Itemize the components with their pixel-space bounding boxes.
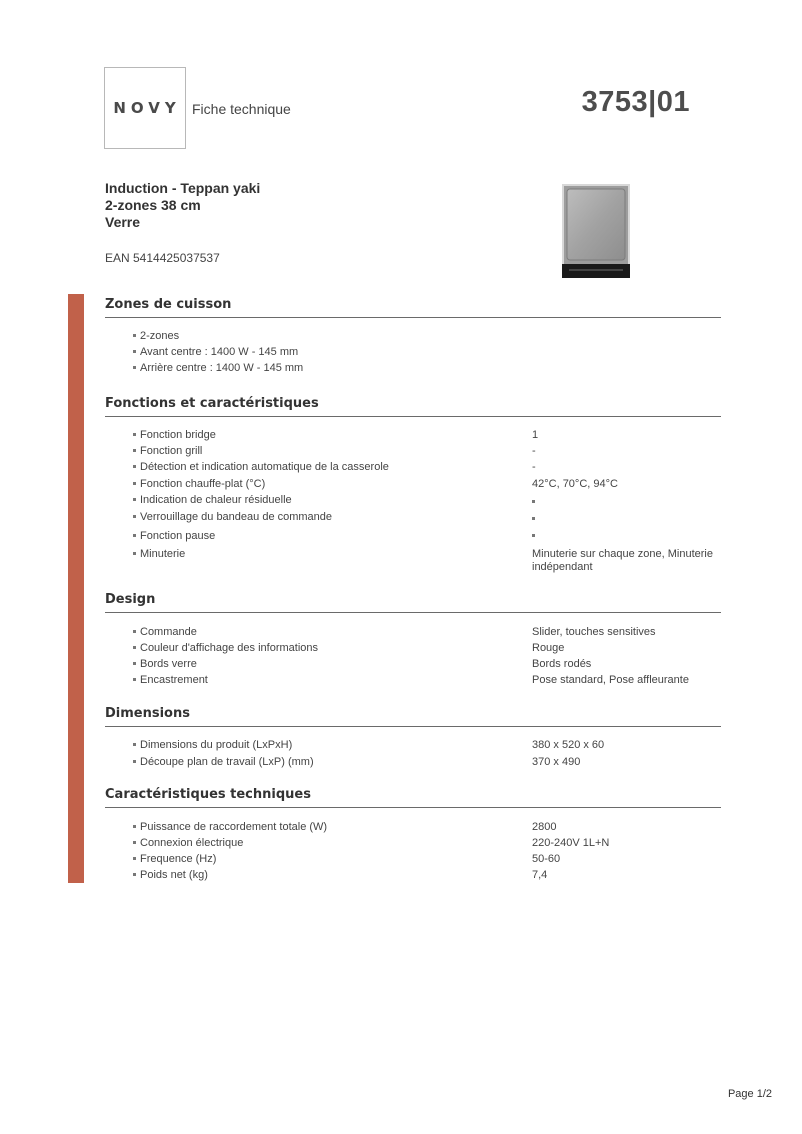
- list-item: 2-zones: [133, 330, 179, 343]
- spec-value-check: [532, 511, 732, 524]
- spec-label: Découpe plan de travail (LxP) (mm): [133, 756, 314, 769]
- spec-value: 220-240V 1L+N: [532, 837, 610, 849]
- spec-label: Fonction pause: [133, 530, 215, 543]
- list-item: Arrière centre : 1400 W - 145 mm: [133, 362, 303, 375]
- section-divider: [105, 807, 721, 808]
- product-title-line3: Verre: [105, 214, 141, 230]
- spec-label: Puissance de raccordement totale (W): [133, 821, 327, 834]
- spec-value: Slider, touches sensitives: [532, 626, 656, 638]
- spec-value: Pose standard, Pose affleurante: [532, 674, 689, 686]
- section-title-fonctions: Fonctions et caractéristiques: [105, 396, 319, 411]
- section-title-design: Design: [105, 592, 156, 607]
- spec-value: Bords rodés: [532, 658, 592, 670]
- spec-label: Poids net (kg): [133, 869, 208, 882]
- spec-value: 7,4: [532, 869, 548, 881]
- spec-label: Frequence (Hz): [133, 853, 216, 866]
- spec-label: Verrouillage du bandeau de commande: [133, 511, 332, 524]
- section-title-dimensions: Dimensions: [105, 706, 190, 721]
- spec-value: 42°C, 70°C, 94°C: [532, 478, 618, 490]
- spec-label: Couleur d'affichage des informations: [133, 642, 318, 655]
- list-item: Avant centre : 1400 W - 145 mm: [133, 346, 298, 359]
- section-divider: [105, 726, 721, 727]
- spec-label: Bords verre: [133, 658, 197, 671]
- product-image: [561, 183, 631, 279]
- section-divider: [105, 317, 721, 318]
- spec-label: Encastrement: [133, 674, 208, 687]
- logo: [104, 67, 186, 149]
- spec-value: -: [532, 461, 536, 473]
- spec-value: Rouge: [532, 642, 565, 654]
- spec-value: 50-60: [532, 853, 561, 865]
- spec-label: Commande: [133, 626, 197, 639]
- product-reference: 3753|01: [581, 86, 690, 118]
- accent-sidebar: [68, 294, 84, 883]
- spec-value: Minuterie sur chaque zone, Minuterie indépendant: [532, 548, 713, 573]
- product-title-line2: 2-zones 38 cm: [105, 197, 201, 213]
- section-divider: [105, 416, 721, 417]
- section-divider: [105, 612, 721, 613]
- spec-value: 1: [532, 429, 539, 441]
- spec-label: Détection et indication automatique de la casserole: [133, 461, 389, 474]
- spec-label: Dimensions du produit (LxPxH): [133, 739, 292, 752]
- spec-value-check: [532, 528, 732, 541]
- logo-text: NOVY: [113, 99, 181, 117]
- product-title: [105, 180, 260, 231]
- spec-label: Fonction grill: [133, 445, 202, 458]
- section-title-techniques: Caractéristiques techniques: [105, 787, 311, 802]
- spec-label: Indication de chaleur résiduelle: [133, 494, 292, 507]
- spec-value: 370 x 490: [532, 756, 581, 768]
- spec-value: -: [532, 445, 536, 457]
- spec-label: Fonction bridge: [133, 429, 216, 442]
- ean-code: EAN 5414425037537: [105, 251, 220, 265]
- section-title-zones: Zones de cuisson: [105, 297, 232, 312]
- page-number: Page 1/2: [727, 1088, 772, 1100]
- document-type: Fiche technique: [192, 101, 291, 117]
- spec-value-check: [532, 494, 732, 507]
- product-title-line1: Induction - Teppan yaki: [105, 180, 261, 196]
- spec-value: 380 x 520 x 60: [532, 739, 605, 751]
- spec-label: Connexion électrique: [133, 837, 243, 850]
- spec-value: 2800: [532, 821, 557, 833]
- spec-label: Fonction chauffe-plat (°C): [133, 478, 265, 491]
- spec-label: Minuterie: [133, 548, 185, 561]
